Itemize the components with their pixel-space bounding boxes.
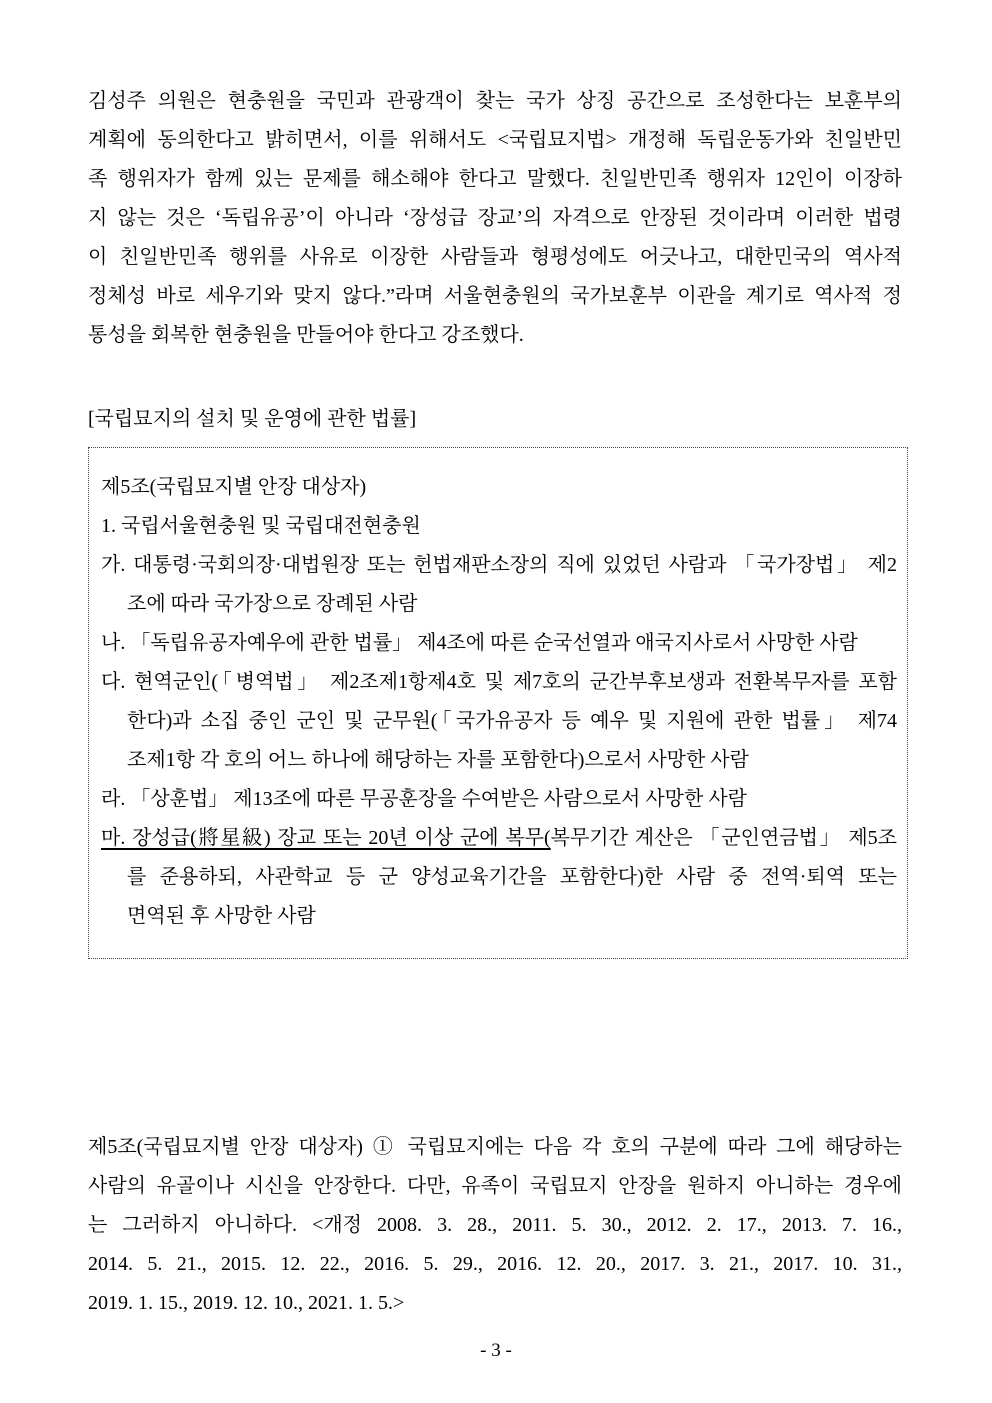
law-line: 1. 국립서울현충원 및 국립대전현충원 bbox=[101, 515, 421, 537]
law-line: 를 준용하되, 사관학교 등 군 양성교육기간을 포함한다)한 사람 중 전역·퇴역 또는 bbox=[127, 866, 897, 888]
text-line: 족 행위자가 함께 있는 문제를 해소해야 한다고 말했다. 친일반민족 행위자 12인이 이장하 bbox=[88, 168, 902, 190]
text-line: 정체성 바로 세우기와 맞지 않다.”라며 서울현충원의 국가보훈부 이관을 계기로 역사적 정 bbox=[88, 285, 902, 307]
law-line: 나. 「독립유공자예우에 관한 법률」 제4조에 따른 순국선열과 애국지사로서 사망한 사람 bbox=[101, 632, 858, 654]
page-number: - 3 - bbox=[480, 1340, 512, 1361]
text-line: 2019. 1. 15., 2019. 12. 10., 2021. 1. 5.> bbox=[88, 1292, 405, 1314]
law-box-title: 제5조(국립묘지별 안장 대상자) bbox=[101, 476, 367, 498]
section-heading bbox=[88, 400, 902, 439]
text-line: 지 않는 것은 ‘독립유공’이 아니라 ‘장성급 장교’의 자격으로 안장된 것이라며 이러한 법령 bbox=[88, 207, 902, 229]
law-line-ma bbox=[101, 819, 897, 858]
text-line: 제5조(국립묘지별 안장 대상자) ① 국립묘지에는 다음 각 호의 구분에 따라 그에 해당하는 bbox=[88, 1136, 902, 1158]
law-excerpt-box bbox=[88, 447, 908, 959]
main-text-paragraph bbox=[88, 82, 902, 355]
law-line: 다. 현역군인(「병역법」 제2조제1항제4호 및 제7호의 군간부후보생과 전환복무자를 포함 bbox=[101, 671, 897, 693]
law-line: 조에 따라 국가장으로 장례된 사람 bbox=[127, 593, 418, 615]
law-line: 라. 「상훈법」 제13조에 따른 무공훈장을 수여받은 사람으로서 사망한 사람 bbox=[101, 788, 747, 810]
text-line: 는 그러하지 아니하다. <개정 2008. 3. 28., 2011. 5. 30., 2012. 2. 17., 2013. 7. 16., bbox=[88, 1214, 902, 1236]
law-line: 면역된 후 사망한 사람 bbox=[127, 905, 316, 927]
section-heading-text: [국립묘지의 설치 및 운영에 관한 법률] bbox=[88, 408, 417, 430]
text-line: 사람의 유골이나 시신을 안장한다. 다만, 유족이 국립묘지 안장을 원하지 아니하는 경우에 bbox=[88, 1175, 902, 1197]
law-line: 가. 대통령·국회의장·대법원장 또는 헌법재판소장의 직에 있었던 사람과 「국가장법」 제2 bbox=[101, 554, 897, 576]
text-line: 이 친일반민족 행위를 사유로 이장한 사람들과 형평성에도 어긋나고, 대한민국의 역사적 bbox=[88, 246, 902, 268]
text-line: 통성을 회복한 현충원을 만들어야 한다고 강조했다. bbox=[88, 324, 524, 346]
law-line-rest-segment: 복무기간 계산은 「군인연금법」 제5조 bbox=[550, 827, 897, 849]
law-line-underlined-segment: 마. 장성급(將星級) 장교 또는 20년 이상 군에 복무( bbox=[101, 827, 551, 849]
law-line: 한다)과 소집 중인 군인 및 군무원(「국가유공자 등 예우 및 지원에 관한 법률」 제74 bbox=[127, 710, 897, 732]
article-paragraph bbox=[88, 1128, 902, 1323]
text-line: 김성주 의원은 현충원을 국민과 관광객이 찾는 국가 상징 공간으로 조성한다는 보훈부의 bbox=[88, 90, 902, 112]
law-line: 조제1항 각 호의 어느 하나에 해당하는 자를 포함한다)으로서 사망한 사람 bbox=[127, 749, 749, 771]
text-line: 2014. 5. 21., 2015. 12. 22., 2016. 5. 29., 2016. 12. 20., 2017. 3. 21., 2017. 10. 31., bbox=[88, 1253, 902, 1275]
text-line: 계획에 동의한다고 밝히면서, 이를 위해서도 <국립묘지법> 개정해 독립운동가와 친일반민 bbox=[88, 129, 902, 151]
